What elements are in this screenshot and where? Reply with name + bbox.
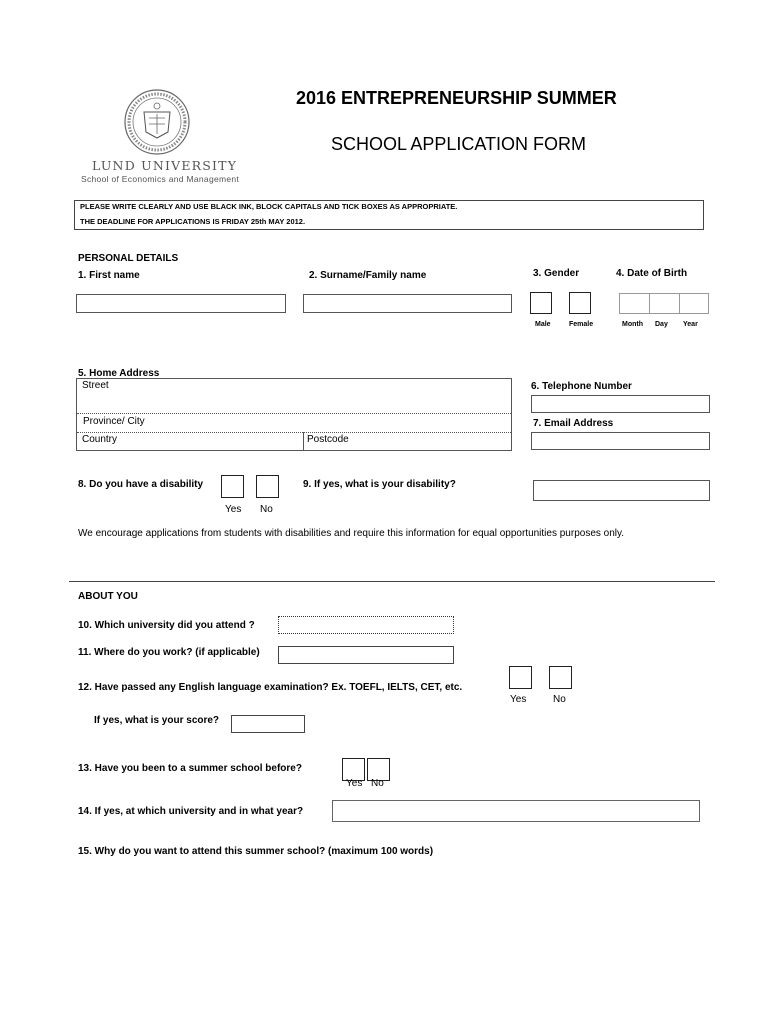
telephone-label: 6. Telephone Number (531, 381, 632, 392)
q12-no-checkbox[interactable] (549, 666, 572, 689)
q13-yes-label: Yes (346, 778, 363, 789)
instructions-line2: THE DEADLINE FOR APPLICATIONS IS FRIDAY 25th MAY 2012. (80, 217, 306, 226)
home-address-label: 5. Home Address (78, 368, 160, 379)
street-label[interactable]: Street (82, 380, 109, 391)
q11-work-label: 11. Where do you work? (if applicable) (78, 647, 260, 658)
q12-no-label: No (553, 694, 566, 705)
telephone-field[interactable] (531, 395, 710, 413)
first-name-label: 1. First name (78, 270, 140, 281)
disability-type-question: 9. If yes, what is your disability? (303, 479, 456, 490)
surname-field[interactable] (303, 294, 512, 313)
year-label: Year (683, 321, 698, 328)
score-field[interactable] (231, 715, 305, 733)
q12-yes-checkbox[interactable] (509, 666, 532, 689)
gender-female-checkbox[interactable] (569, 292, 591, 314)
province-city-label[interactable]: Province/ City (83, 416, 145, 427)
university-seal-icon (122, 88, 192, 156)
home-address-block (76, 378, 512, 451)
address-divider (303, 432, 304, 450)
q15-motivation-label: 15. Why do you want to attend this summer school? (maximum 100 words) (78, 846, 434, 857)
form-title-line2: SCHOOL APPLICATION FORM (331, 134, 587, 154)
q12-yes-label: Yes (510, 694, 527, 705)
email-label: 7. Email Address (533, 418, 614, 429)
school-name: School of Economics and Management (81, 174, 240, 184)
gender-male-checkbox[interactable] (530, 292, 552, 314)
address-divider (77, 413, 511, 414)
disability-no-label: No (260, 504, 273, 515)
q14-university-year-label: 14. If yes, at which university and in what year? (78, 806, 304, 817)
date-of-birth-label: 4. Date of Birth (616, 268, 688, 279)
instructions-line1: PLEASE WRITE CLEARLY AND USE BLACK INK, BLOCK CAPITALS AND TICK BOXES AS APPROPRIATE. (80, 202, 458, 211)
q14-university-year-field[interactable] (332, 800, 700, 822)
university-name: LUND UNIVERSITY (92, 158, 238, 173)
address-divider (77, 432, 511, 433)
gender-label: 3. Gender (533, 268, 580, 279)
dob-year-field[interactable] (679, 293, 709, 314)
dob-month-field[interactable] (619, 293, 650, 314)
disability-no-checkbox[interactable] (256, 475, 279, 498)
female-label: Female (569, 321, 594, 328)
disability-yes-label: Yes (225, 504, 242, 515)
male-label: Male (535, 321, 551, 328)
equal-opportunities-note: We encourage applications from students with disabilities and require this information for equal opportunities purposes only. (78, 528, 625, 539)
university-logo (78, 86, 258, 186)
surname-label: 2. Surname/Family name (309, 270, 427, 281)
about-you-heading: ABOUT YOU (78, 591, 138, 602)
dob-day-field[interactable] (649, 293, 680, 314)
score-label: If yes, what is your score? (94, 715, 220, 726)
disability-yes-checkbox[interactable] (221, 475, 244, 498)
first-name-field[interactable] (76, 294, 286, 313)
personal-details-heading: PERSONAL DETAILS (78, 253, 179, 264)
q13-summer-school-label: 13. Have you been to a summer school before? (78, 763, 302, 774)
q13-no-label: No (371, 778, 384, 789)
q10-university-field[interactable] (278, 616, 454, 634)
month-label: Month (622, 321, 643, 328)
disability-question: 8. Do you have a disability (78, 479, 204, 490)
form-title-line1: 2016 ENTREPRENEURSHIP SUMMER (296, 88, 617, 108)
email-field[interactable] (531, 432, 710, 450)
q12-english-exam-label: 12. Have passed any English language examination? Ex. TOEFL, IELTS, CET, etc. (78, 682, 463, 693)
country-label[interactable]: Country (82, 434, 118, 445)
q11-work-field[interactable] (278, 646, 454, 664)
postcode-label[interactable]: Postcode (307, 434, 349, 445)
q10-university-label: 10. Which university did you attend ? (78, 620, 255, 631)
disability-type-field[interactable] (533, 480, 710, 501)
day-label: Day (655, 321, 668, 328)
section-divider (69, 581, 715, 582)
